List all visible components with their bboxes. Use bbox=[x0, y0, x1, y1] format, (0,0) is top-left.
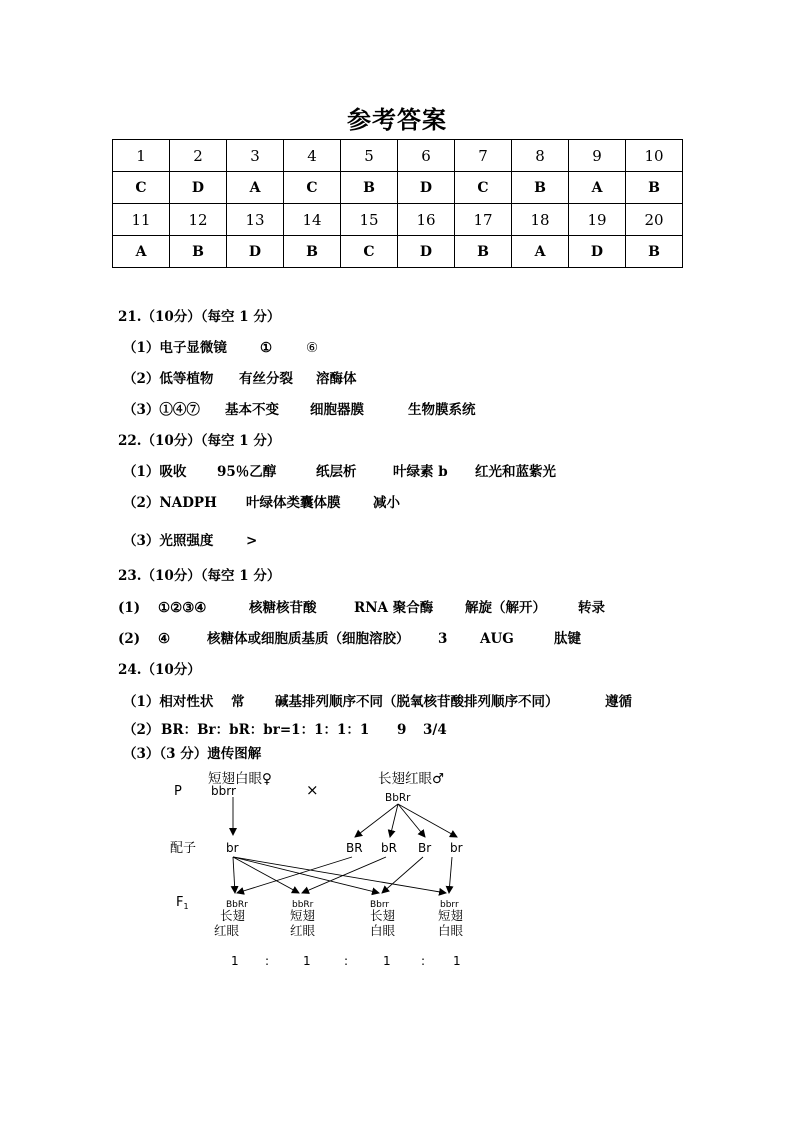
table-cell: 1 bbox=[113, 140, 170, 172]
table-cell: B bbox=[512, 172, 569, 204]
arrow-fertilization bbox=[233, 857, 446, 893]
answer-text: 遵循 bbox=[605, 694, 632, 710]
offspring-eye: 白眼 bbox=[370, 923, 396, 938]
offspring-eye: 红眼 bbox=[290, 923, 316, 938]
answer-text: BR：Br：bR：br=1：1：1：1 bbox=[161, 722, 370, 738]
table-cell: 19 bbox=[569, 204, 626, 236]
table-cell: 20 bbox=[626, 204, 683, 236]
f1-letter: F bbox=[176, 895, 184, 910]
table-cell: 5 bbox=[341, 140, 398, 172]
female-parent-genotype: bbrr bbox=[211, 784, 236, 798]
answer-text: （3）光照强度 bbox=[123, 533, 214, 549]
answer-text: （3）①④⑦ bbox=[123, 402, 200, 418]
female-gamete: br bbox=[226, 841, 239, 855]
answer-text: （1）吸收 bbox=[123, 464, 187, 480]
ratio-value: 1 bbox=[303, 954, 311, 968]
arrow-fertilization bbox=[382, 857, 423, 893]
table-cell: A bbox=[113, 236, 170, 268]
table-cell: 12 bbox=[170, 204, 227, 236]
p-generation-label: P bbox=[174, 784, 182, 799]
answer-text: (2) bbox=[118, 631, 141, 647]
answer-text: 溶酶体 bbox=[316, 371, 357, 387]
answer-text: （1）电子显微镜 bbox=[123, 340, 227, 356]
table-cell: B bbox=[626, 236, 683, 268]
table-cell: B bbox=[626, 172, 683, 204]
offspring-genotype: bbrr bbox=[440, 900, 459, 910]
answer-text: (1) bbox=[118, 600, 141, 616]
male-gamete: Br bbox=[418, 841, 432, 855]
arrow-fertilization bbox=[302, 857, 386, 893]
table-cell: D bbox=[227, 236, 284, 268]
table-cell: C bbox=[455, 172, 512, 204]
answer-text: （2）NADPH bbox=[123, 495, 217, 511]
table-cell: 7 bbox=[455, 140, 512, 172]
answer-text: AUG bbox=[480, 631, 514, 647]
table-cell: 11 bbox=[113, 204, 170, 236]
table-cell: D bbox=[170, 172, 227, 204]
answer-text: 基本不变 bbox=[225, 402, 279, 418]
f1-subscript: 1 bbox=[183, 902, 189, 911]
ratio-value: 1 bbox=[453, 954, 461, 968]
answer-text: 碱基排列顺序不同（脱氧核苷酸排列顺序不同） bbox=[275, 694, 559, 710]
offspring-eye: 白眼 bbox=[438, 923, 464, 938]
female-parent-label: 短翅白眼♀ bbox=[208, 771, 272, 787]
ratio-value: 1 bbox=[383, 954, 391, 968]
table-cell: B bbox=[284, 236, 341, 268]
table-cell: 17 bbox=[455, 204, 512, 236]
male-parent-label: 长翅红眼♂ bbox=[378, 771, 445, 787]
offspring-genotype: Bbrr bbox=[370, 900, 390, 910]
answer-text: 核糖核苷酸 bbox=[249, 600, 317, 616]
table-cell: B bbox=[341, 172, 398, 204]
answer-text: 细胞器膜 bbox=[310, 402, 364, 418]
answer-text: 有丝分裂 bbox=[239, 371, 293, 387]
answer-text: 生物膜系统 bbox=[408, 402, 476, 418]
table-cell: D bbox=[569, 236, 626, 268]
arrow-fertilization bbox=[233, 857, 235, 893]
ratio-separator: : bbox=[344, 954, 349, 968]
offspring-wing: 长翅 bbox=[370, 908, 396, 923]
table-cell: D bbox=[398, 172, 455, 204]
answer-text: （2）低等植物 bbox=[123, 371, 214, 387]
table-cell: B bbox=[170, 236, 227, 268]
arrow-male-gamete-Br bbox=[398, 804, 425, 837]
offspring-genotype: BbRr bbox=[226, 900, 248, 910]
q23-heading: 23.（10分）（每空 1 分） bbox=[118, 568, 281, 584]
answer-text: ① bbox=[260, 340, 273, 356]
table-cell: C bbox=[284, 172, 341, 204]
table-cell: 15 bbox=[341, 204, 398, 236]
table-cell: 8 bbox=[512, 140, 569, 172]
offspring-genotype: bbRr bbox=[292, 900, 314, 910]
offspring-wing: 短翅 bbox=[290, 908, 316, 923]
table-cell: D bbox=[398, 236, 455, 268]
table-cell: 14 bbox=[284, 204, 341, 236]
answer-text: 核糖体或细胞质基质（细胞溶胶） bbox=[207, 631, 410, 647]
table-cell: A bbox=[512, 236, 569, 268]
answer-text: 95％乙醇 bbox=[217, 464, 277, 480]
answer-text: 红光和蓝紫光 bbox=[475, 464, 556, 480]
cross-symbol: × bbox=[306, 781, 319, 799]
table-cell: 3 bbox=[227, 140, 284, 172]
answer-text: 3/4 bbox=[423, 722, 447, 738]
table-cell: 18 bbox=[512, 204, 569, 236]
answer-text: 纸层析 bbox=[316, 464, 357, 480]
answer-text: 3 bbox=[438, 631, 448, 647]
ratio-value: 1 bbox=[231, 954, 239, 968]
ratio-separator: : bbox=[421, 954, 426, 968]
page-title: 参考答案 bbox=[347, 105, 447, 134]
answer-text: ④ bbox=[158, 631, 171, 647]
answer-text: > bbox=[246, 533, 258, 549]
offspring-wing: 长翅 bbox=[220, 908, 246, 923]
answer-text: 减小 bbox=[373, 495, 400, 511]
answer-text: （2） bbox=[123, 722, 160, 738]
answer-text: ⑥ bbox=[306, 340, 319, 356]
table-cell: C bbox=[113, 172, 170, 204]
male-gamete: bR bbox=[381, 841, 397, 855]
q24-answer-3: （3）（3 分）遗传图解 bbox=[123, 746, 262, 762]
answer-text: 常 bbox=[231, 694, 245, 710]
q24-heading: 24.（10分） bbox=[118, 662, 201, 678]
answer-text: 叶绿素 b bbox=[393, 464, 448, 480]
answer-text: 肽键 bbox=[554, 631, 581, 647]
table-cell: A bbox=[227, 172, 284, 204]
offspring-wing: 短翅 bbox=[438, 908, 464, 923]
table-cell: 16 bbox=[398, 204, 455, 236]
q22-heading: 22.（10分）（每空 1 分） bbox=[118, 433, 281, 449]
answer-text: 解旋（解开） bbox=[465, 600, 546, 616]
answer-text: 叶绿体类囊体膜 bbox=[246, 495, 341, 511]
male-gamete: BR bbox=[346, 841, 363, 855]
table-cell: C bbox=[341, 236, 398, 268]
table-cell: B bbox=[455, 236, 512, 268]
table-cell: 13 bbox=[227, 204, 284, 236]
q21-heading: 21.（10分）（每空 1 分） bbox=[118, 309, 281, 325]
gamete-row-label: 配子 bbox=[170, 841, 197, 856]
table-cell: 6 bbox=[398, 140, 455, 172]
answer-text: ①②③④ bbox=[158, 600, 207, 616]
table-cell: 10 bbox=[626, 140, 683, 172]
answer-text: 9 bbox=[397, 722, 407, 738]
table-cell: 4 bbox=[284, 140, 341, 172]
offspring-eye: 红眼 bbox=[214, 923, 240, 938]
table-cell: 2 bbox=[170, 140, 227, 172]
f1-generation-label bbox=[176, 895, 189, 911]
table-cell: 9 bbox=[569, 140, 626, 172]
table-cell: A bbox=[569, 172, 626, 204]
ratio-separator: : bbox=[265, 954, 270, 968]
arrow-fertilization bbox=[449, 857, 452, 893]
male-parent-genotype: BbRr bbox=[385, 792, 411, 804]
arrow-male-gamete-br bbox=[398, 804, 457, 837]
answer-text: 转录 bbox=[578, 600, 605, 616]
answer-text: （1）相对性状 bbox=[123, 694, 214, 710]
answer-text: RNA 聚合酶 bbox=[354, 600, 434, 616]
male-gamete: br bbox=[450, 841, 463, 855]
